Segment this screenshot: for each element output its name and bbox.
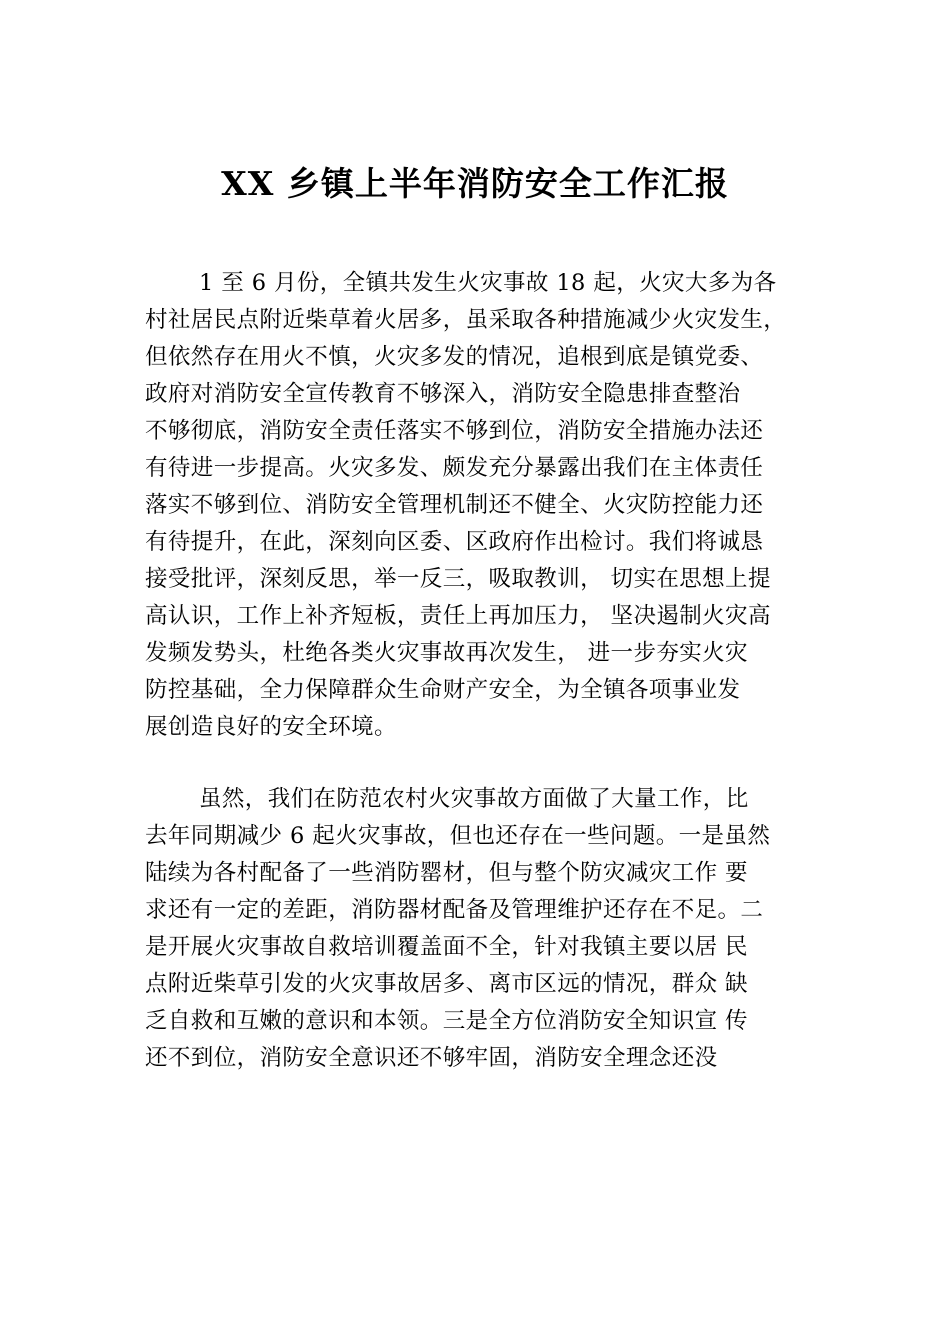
paragraph-line: 高认识，工作上补齐短板，责任上再加压力， 坚决遏制火灾高 xyxy=(145,603,771,629)
paragraph-1 xyxy=(145,265,845,746)
paragraph-line: 村社居民点附近柴草着火居多，虽采取各种措施减少火灾发生， xyxy=(145,307,787,333)
paragraph-line: 点附近柴草引发的火灾事故居多、离市区远的情况，群众 缺 xyxy=(145,971,748,997)
paragraph-line: 展创造良好的安全环境。 xyxy=(145,714,397,740)
paragraph-line: 陆续为各村配备了一些消防罂材，但与整个防灾减灾工作 要 xyxy=(145,860,748,886)
paragraph-line: 政府对消防安全宣传教育不够深入，消防安全隐患排查整治 xyxy=(145,381,741,407)
paragraph-2 xyxy=(145,781,845,1077)
paragraph-line: 不够彻底，消防安全责任落实不够到位，消防安全措施办法还 xyxy=(145,418,764,444)
paragraph-line: 防控基础，全力保障群众生命财产安全，为全镇各项事业发 xyxy=(145,677,741,703)
paragraph-line: 有待提升，在此，深刻向区委、区政府作出检讨。我们将诚恳 xyxy=(145,529,764,555)
paragraph-line: 落实不够到位、消防安全管理机制还不健全、火灾防控能力还 xyxy=(145,492,764,518)
paragraph-line: 求还有一定的差距，消防器材配备及管理维护还存在不足。二 xyxy=(145,897,764,923)
paragraph-line: 虽然，我们在防范农村火灾事故方面做了大量工作，比 xyxy=(199,786,749,812)
paragraph-line: 乏自救和互嫩的意识和本领。三是全方位消防安全知识宣 传 xyxy=(145,1008,748,1034)
paragraph-line: 还不到位，消防安全意识还不够牢固，消防安全理念还没 xyxy=(145,1045,718,1071)
paragraph-line: 1 至 6 月份，全镇共发生火灾事故 18 起，火灾大多为各 xyxy=(199,270,777,296)
paragraph-line: 去年同期减少 6 起火灾事故，但也还存在一些问题。一是虽然 xyxy=(145,823,771,849)
paragraph-line: 有待进一步提高。火灾多发、颇发充分暴露出我们在主体责任 xyxy=(145,455,764,481)
paragraph-line: 是开展火灾事故自救培训覆盖面不全，针对我镇主要以居 民 xyxy=(145,934,748,960)
paragraph-line: 但依然存在用火不慎，火灾多发的情况，追根到底是镇党委、 xyxy=(145,344,764,370)
paragraph-line: 发频发势头，杜绝各类火灾事故再次发生， 进一步夯实火灾 xyxy=(145,640,748,666)
paragraph-line: 接受批评，深刻反思，举一反三，吸取教训， 切实在思想上提 xyxy=(145,566,771,592)
document-title: XX 乡镇上半年消防安全工作汇报 xyxy=(221,164,729,203)
